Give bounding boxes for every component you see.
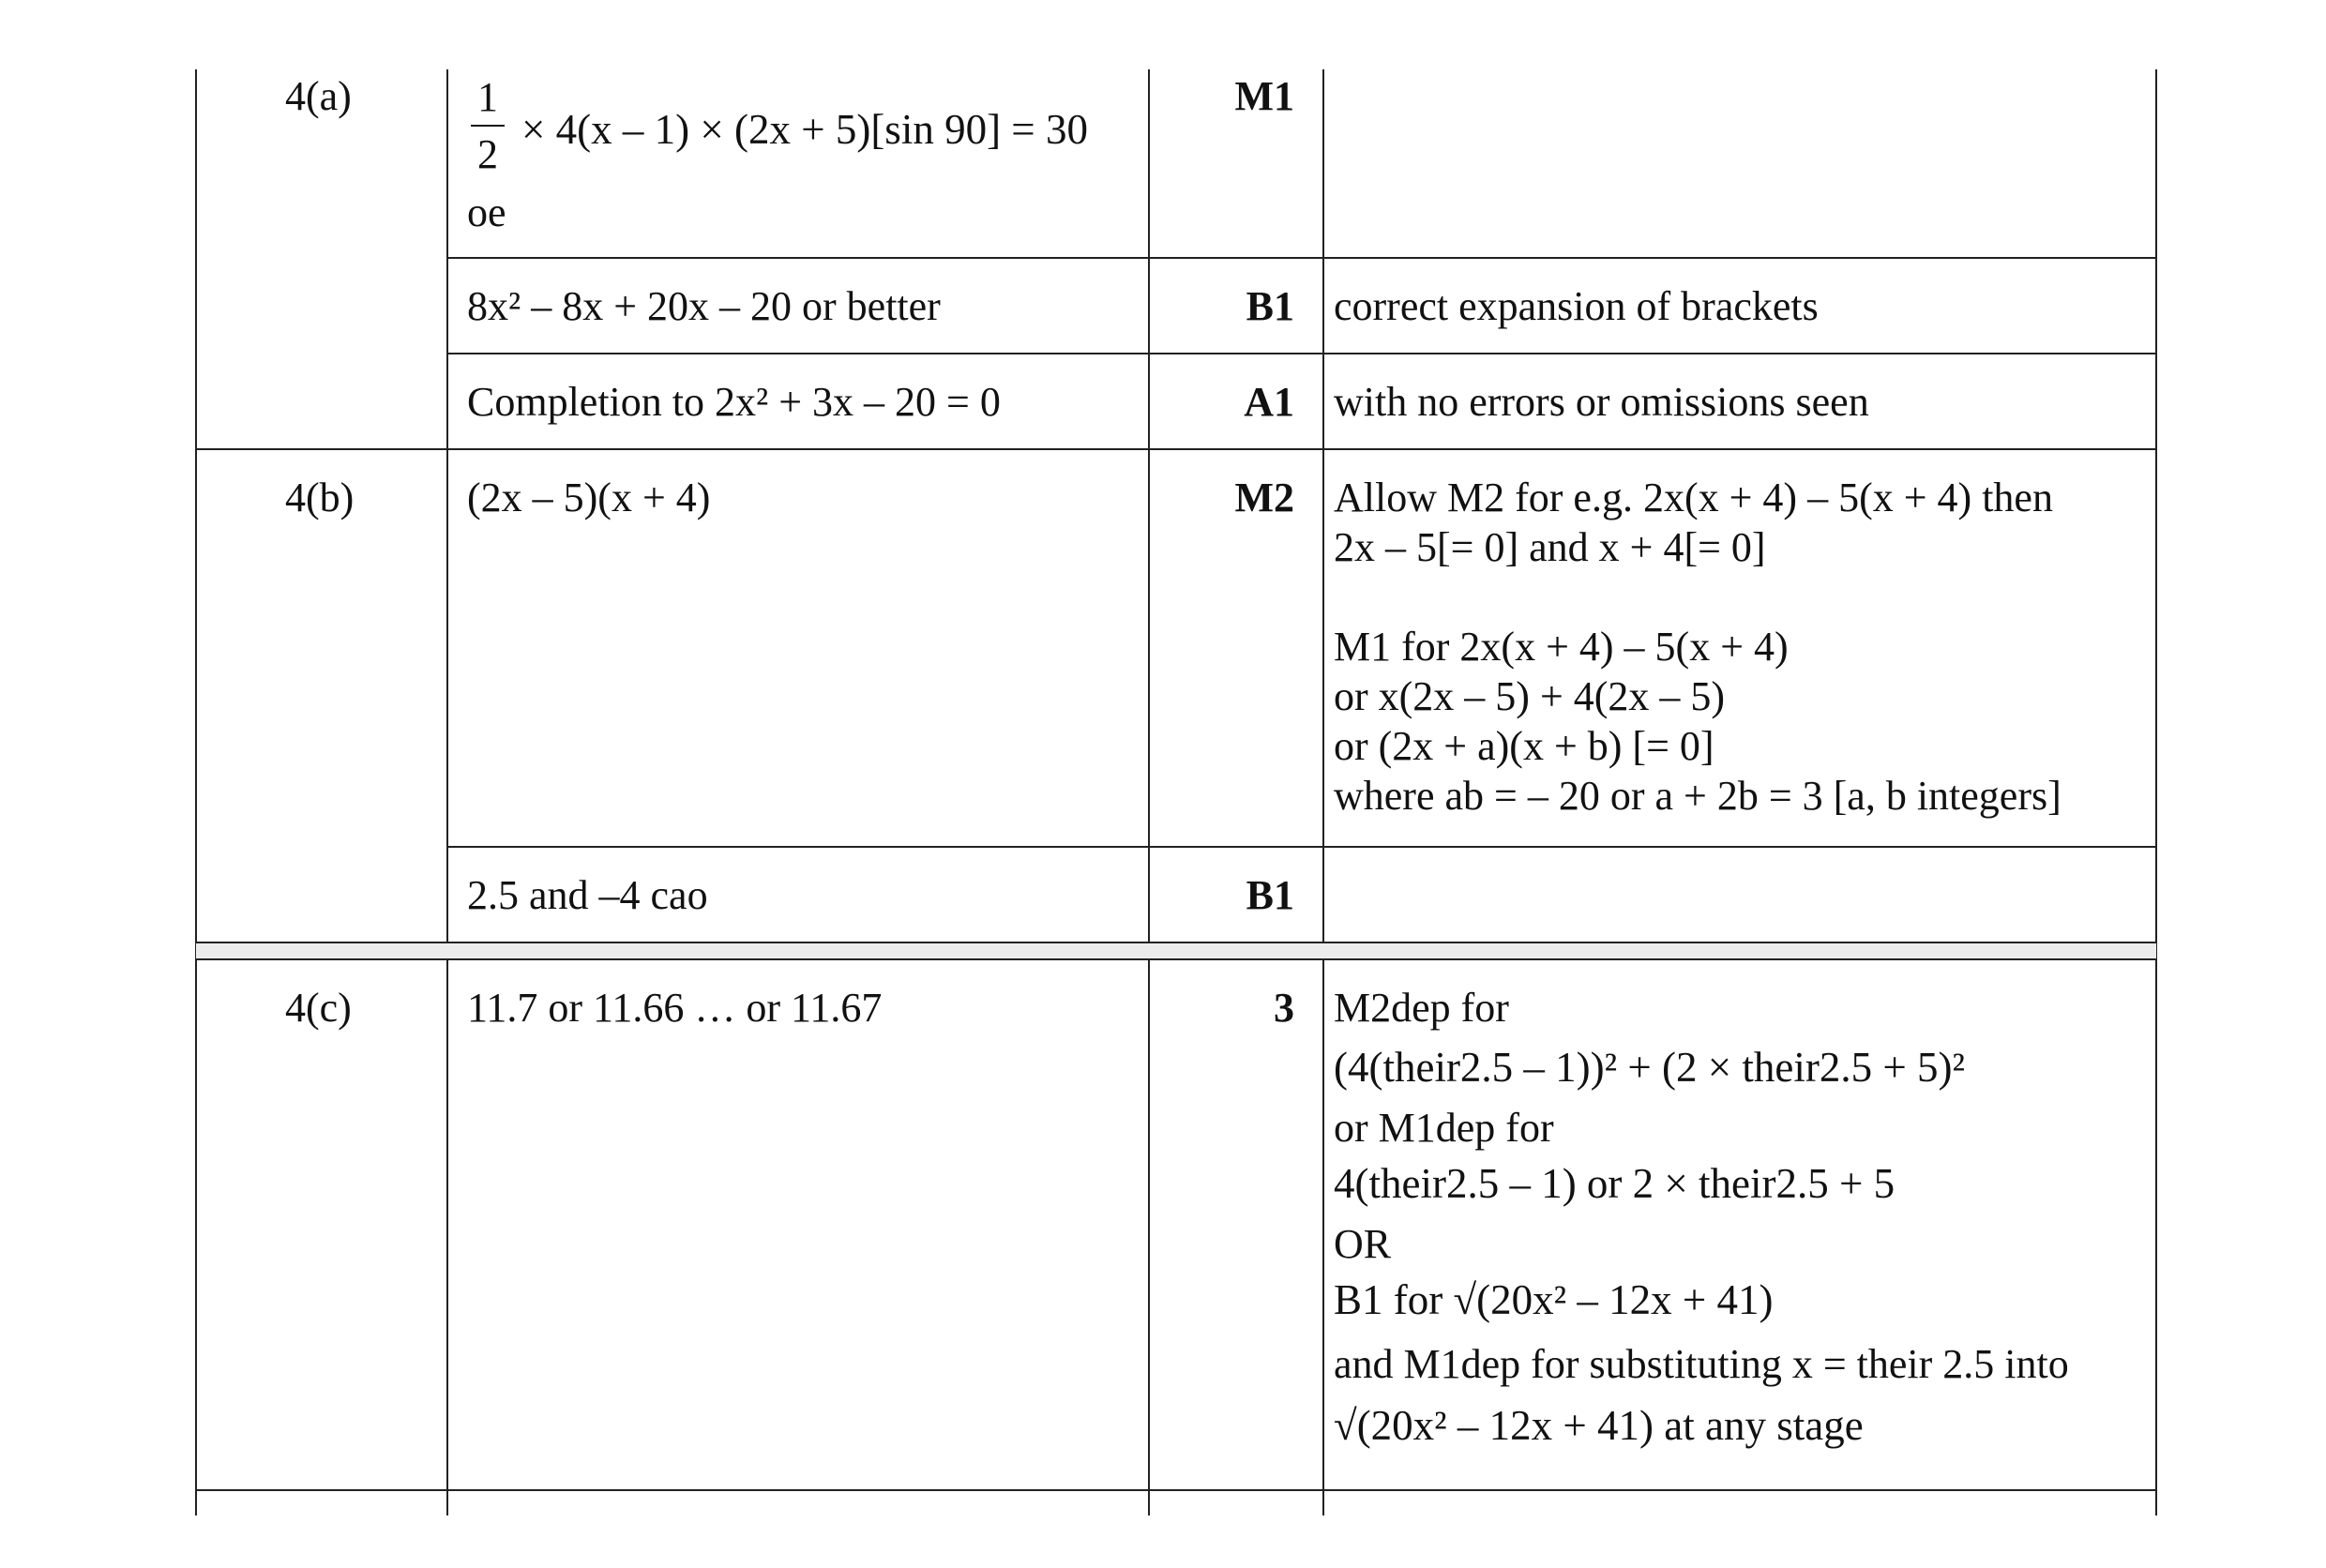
guidance-note: Allow M2 for e.g. 2x(x + 4) – 5(x + 4) then	[1334, 475, 2053, 520]
row-divider	[446, 846, 2157, 848]
answer-oe: oe	[467, 189, 506, 235]
question-number: 4(c)	[285, 985, 352, 1031]
row-divider	[446, 353, 2157, 354]
guidance-formula: √(20x² – 12x + 41) at any stage	[1334, 1402, 1864, 1449]
fraction-numerator: 1	[477, 74, 498, 120]
table-border-left	[195, 69, 197, 1515]
fraction-bar	[471, 125, 505, 127]
guidance-note: with no errors or omissions seen	[1334, 379, 1869, 425]
guidance-note: where ab = – 20 or a + 2b = 3 [a, b integers]	[1334, 773, 2062, 819]
section-gap	[196, 942, 2156, 959]
table-border-right	[2155, 69, 2157, 1515]
table-border-col3	[1148, 69, 1150, 1515]
fraction-denominator: 2	[477, 131, 498, 177]
answer-factorisation: (2x – 5)(x + 4)	[467, 475, 711, 520]
mark-code: M1	[1234, 73, 1294, 119]
mark-code: M2	[1234, 475, 1294, 520]
mark-code: 3	[1274, 985, 1294, 1031]
guidance-formula: 4(their2.5 – 1) or 2 × their2.5 + 5	[1334, 1160, 1896, 1207]
table-border-col4	[1322, 69, 1324, 1515]
guidance-note: or x(2x – 5) + 4(2x – 5)	[1334, 673, 1726, 719]
answer-equation: × 4(x – 1) × (2x + 5)[sin 90] = 30	[521, 106, 1088, 153]
row-divider	[195, 942, 2157, 943]
row-divider	[195, 1489, 2157, 1491]
guidance-note: OR	[1334, 1221, 1392, 1267]
row-divider	[195, 448, 2157, 450]
guidance-note: or (2x + a)(x + b) [= 0]	[1334, 723, 1714, 769]
row-divider	[446, 257, 2157, 259]
guidance-note: 2x – 5[= 0] and x + 4[= 0]	[1334, 524, 1766, 570]
guidance-note: M1 for 2x(x + 4) – 5(x + 4)	[1334, 624, 1789, 670]
guidance-formula: B1 for √(20x² – 12x + 41)	[1334, 1276, 1774, 1323]
mark-code: B1	[1246, 872, 1294, 918]
mark-code: A1	[1244, 379, 1294, 425]
answer-completion: Completion to 2x² + 3x – 20 = 0	[467, 379, 1001, 425]
guidance-note: or M1dep for	[1334, 1105, 1554, 1151]
question-number: 4(a)	[285, 73, 352, 119]
answer-expansion: 8x² – 8x + 20x – 20 or better	[467, 283, 941, 329]
table-border-col2	[446, 69, 448, 1515]
answer-roots: 2.5 and –4 cao	[467, 872, 708, 918]
question-number: 4(b)	[285, 475, 355, 520]
fraction-half	[467, 73, 508, 178]
guidance-note: correct expansion of brackets	[1334, 283, 1819, 329]
row-divider	[195, 958, 2157, 960]
mark-code: B1	[1246, 283, 1294, 329]
guidance-note: and M1dep for substituting x = their 2.5 into	[1334, 1341, 2069, 1387]
guidance-formula: (4(their2.5 – 1))² + (2 × their2.5 + 5)²	[1334, 1044, 1965, 1091]
answer-length: 11.7 or 11.66 … or 11.67	[467, 985, 883, 1031]
guidance-note: M2dep for	[1334, 985, 1509, 1031]
